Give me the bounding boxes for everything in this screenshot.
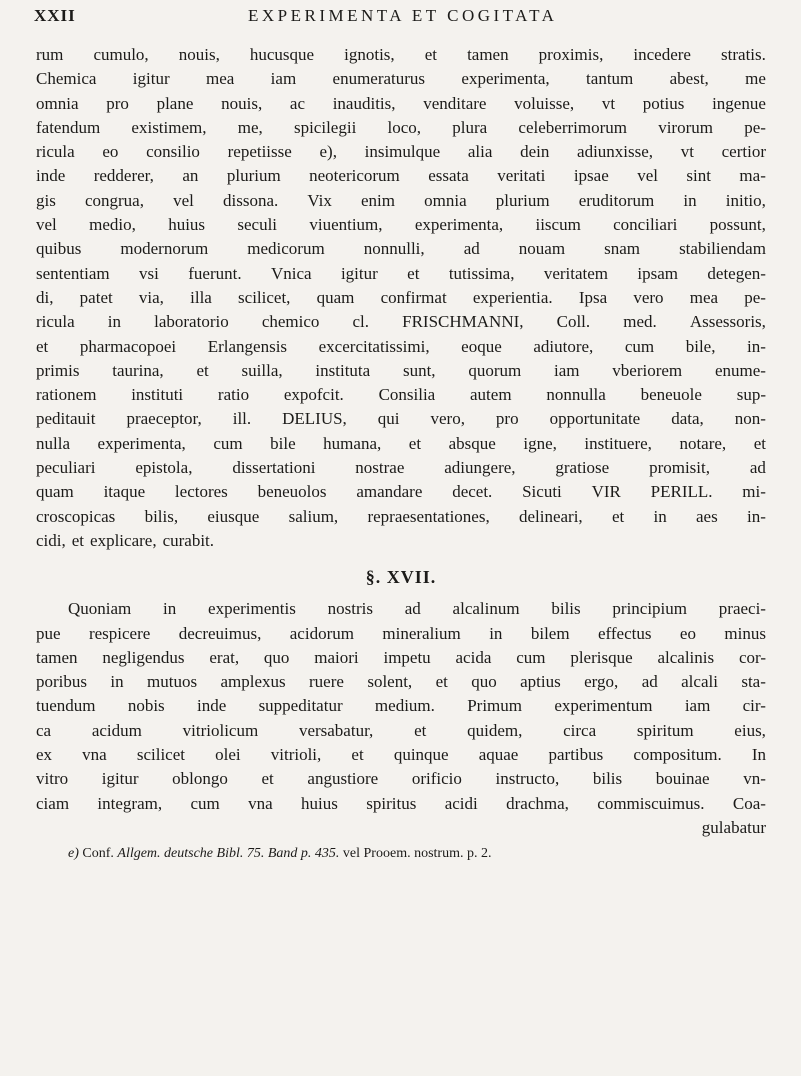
text-line: omnia pro plane nouis, ac inauditis, venditare voluisse, vt potius ingenue bbox=[36, 93, 766, 113]
text-line: nulla experimenta, cum bile humana, et absque igne, instituere, notare, et bbox=[36, 433, 766, 453]
text-line: quam itaque lectores beneuolos amandare decet. Sicuti VIR PERILL. mi- bbox=[36, 482, 766, 502]
footnote-source: Allgem. deutsche Bibl. 75. Band p. 435. bbox=[117, 846, 340, 862]
text-line: primis taurina, et suilla, instituta sunt, quorum iam vberiorem enume- bbox=[36, 360, 766, 380]
text-line: sententiam vsi fuerunt. Vnica igitur et tutissima, veritatem ipsam detegen- bbox=[36, 263, 766, 283]
text-line: peculiari epistola, dissertationi nostrae adiungere, gratiose promisit, ad bbox=[36, 458, 766, 478]
text-line: croscopicas bilis, eiusque salium, repraesentationes, delineari, et in aes in- bbox=[36, 506, 766, 526]
text-line: et pharmacopoei Erlangensis excercitatissimi, eoque adiutore, cum bile, in- bbox=[36, 336, 766, 356]
text-line: ca acidum vitriolicum versabatur, et quidem, circa spiritum eius, bbox=[36, 720, 766, 740]
text-line: vel medio, huius seculi viuentium, experimenta, iiscum conciliari possunt, bbox=[36, 215, 766, 235]
text-line: vitro igitur oblongo et angustiore orificio instructo, bilis bouinae vn- bbox=[36, 769, 766, 789]
footnote-marker: e) bbox=[68, 846, 79, 862]
text-line: rum cumulo, nouis, hucusque ignotis, et tamen proximis, incedere stratis. bbox=[36, 45, 766, 64]
text-line: ricula eo consilio repetiisse e), insimulque alia dein adiunxisse, vt certior bbox=[36, 142, 766, 162]
text-line: poribus in mutuos amplexus ruere solent, et quo aptius ergo, ad alcali sta- bbox=[36, 672, 766, 692]
catchword: gulabatur bbox=[701, 817, 766, 837]
paragraph-2 bbox=[36, 599, 766, 818]
text-line: rationem instituti ratio expofcit. Consilia autem nonnulla beneuole sup- bbox=[36, 385, 766, 405]
page-number: XXII bbox=[34, 6, 76, 25]
body-text bbox=[36, 45, 766, 868]
text-line: ciam integram, cum vna huius spiritus acidi drachma, commiscuimus. Coa- bbox=[36, 793, 766, 813]
text-line: pue respicere decreuimus, acidorum mineralium in bilem effectus eo minus bbox=[36, 623, 766, 643]
text-line: fatendum existimem, me, spicilegii loco, plura celeberrimorum virorum pe- bbox=[36, 117, 766, 137]
section-heading: §. XVII. bbox=[365, 566, 437, 587]
text-line: quibus modernorum medicorum nonnulli, ad nouam snam stabiliendam bbox=[36, 239, 766, 259]
text-line: Quoniam in experimentis nostris ad alcalinum bilis principium praeci- bbox=[68, 599, 766, 619]
text-line: tuendum nobis inde suppeditatur medium. Primum experimentum iam cir- bbox=[36, 696, 766, 716]
running-head-title: EXPERIMENTA ET COGITATA bbox=[248, 6, 558, 25]
text-line: ex vna scilicet olei vitrioli, et quinque aquae partibus compositum. In bbox=[36, 745, 766, 765]
text-line: di, patet via, illa scilicet, quam confirmat experientia. Ipsa vero mea pe- bbox=[36, 287, 766, 307]
footnote bbox=[36, 846, 766, 868]
text-line: Chemica igitur mea iam enumeraturus experimenta, tantum abest, me bbox=[36, 69, 766, 89]
footnote-text: Conf. bbox=[82, 846, 114, 862]
text-line: cidi, et explicare, curabit. bbox=[36, 530, 215, 550]
paragraph-1 bbox=[36, 45, 766, 555]
text-line: tamen negligendus erat, quo maiori impetu acida cum plerisque alcalinis cor- bbox=[36, 647, 766, 667]
running-head bbox=[34, 6, 764, 34]
text-line: inde redderer, an plurium neotericorum essata veritati ipsae vel sint ma- bbox=[36, 166, 766, 186]
text-line: ricula in laboratorio chemico cl. FRISCHMANNI, Coll. med. Assessoris, bbox=[36, 312, 766, 332]
text-line: peditauit praeceptor, ill. DELIUS, qui vero, pro opportunitate data, non- bbox=[36, 409, 766, 429]
catchword-line bbox=[36, 818, 766, 842]
footnote-tail: vel Prooem. nostrum. p. 2. bbox=[342, 846, 492, 862]
text-line: gis congrua, vel dissona. Vix enim omnia plurium eruditorum in initio, bbox=[36, 190, 766, 210]
